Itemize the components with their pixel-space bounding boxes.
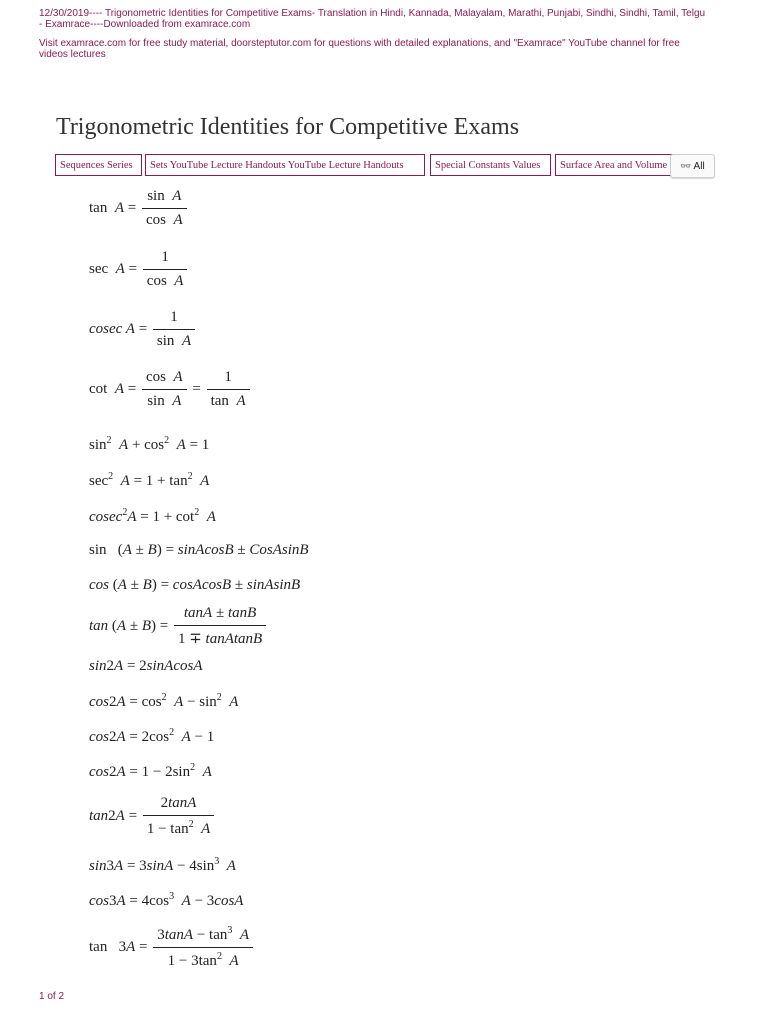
page-title: Trigonometric Identities for Competitive Exams	[56, 114, 520, 140]
print-header-line-4: videos lectures	[39, 49, 106, 60]
formula-cosec: cosec A = $\frac{1}{\text{sin A}}$	[89, 309, 197, 350]
tab-surface-area-volume[interactable]: Surface Area and Volume	[555, 154, 675, 176]
formula-sec: sec A = $\frac{1}{\text{cos A}}$	[89, 249, 189, 290]
tab-special-constants[interactable]: Special Constants Values	[430, 154, 551, 176]
print-header-line-3: Visit examrace.com for free study material, doorsteptutor.com for questions with detailed explanations, and "Examrace" YouTube channel for free	[39, 38, 680, 49]
formula-cot: cot A = $\frac{\text{cos A}}{\text{sin A}}$ = $\frac{1}{\text{tan A}}$	[89, 369, 252, 410]
formula-pythagorean-3: $cosec^2A = 1 + \cot^2 A$	[89, 507, 216, 525]
formula-sin-double: sin2A = 2sinAcosA	[89, 658, 203, 674]
formula-cos-double-1: $\cos 2A = \cos^2 A - \sin^2 A$	[89, 692, 239, 710]
formula-cos-triple: $\cos 3A = 4\cos^3$ A − 3cosA	[89, 891, 244, 909]
formula-cos-double-2: $\cos 2A = 2\cos^2$ A − 1	[89, 727, 215, 745]
formula-sin-sum: sin (A ± B) = sinAcosB ± CosAsinB	[89, 542, 309, 558]
glasses-icon: 👓	[680, 161, 692, 171]
print-header-line-1: 12/30/2019---- Trigonometric Identities for Competitive Exams- Translation in Hindi, Kannada, Malayalam, Marathi, Punjabi, Sindhi, Sindhi, Tamil, Telgu	[39, 8, 706, 19]
all-button-label: All	[693, 161, 705, 172]
all-button[interactable]	[670, 154, 715, 178]
page-indicator: 1 of 2	[39, 991, 65, 1002]
formula-pythagorean-1: $\sin^2 A + \cos^2 A = 1$	[89, 435, 210, 453]
tab-sets-youtube[interactable]: Sets YouTube Lecture Handouts YouTube Lecture Handouts	[145, 154, 425, 176]
tab-sequences-series[interactable]: Sequences Series	[55, 154, 142, 176]
formula-tan: tan A = $\frac{\text{sin A}}{\text{cos A}}$	[89, 188, 189, 229]
formula-tan-double: tan2A = $\frac{2\tan A}{1 - \tan^2 A}$	[89, 795, 216, 838]
formula-sin-triple: $\sin 3A = 3\sin A - 4\sin^3$ A	[89, 856, 236, 874]
formula-cos-double-3: $\cos 2A = 1 - 2\sin^2$ A	[89, 762, 212, 780]
formula-cos-sum: cos (A ± B) = cosAcosB ± sinAsinB	[89, 577, 301, 593]
print-header-line-2: - Examrace----Downloaded from examrace.com	[39, 19, 251, 30]
formula-tan-triple: tan 3A = $\frac{3\tan A - \tan^3 A}{1 - 3\tan^2 A}$	[89, 925, 255, 970]
formula-tan-sum: tan (A ± B) = $\frac{\tan A \pm \tan B}{\text{1 ∓ tanAtanB}}$	[89, 605, 268, 648]
formula-pythagorean-2: $\sec^2 A = 1 + \tan^2 A$	[89, 471, 210, 489]
